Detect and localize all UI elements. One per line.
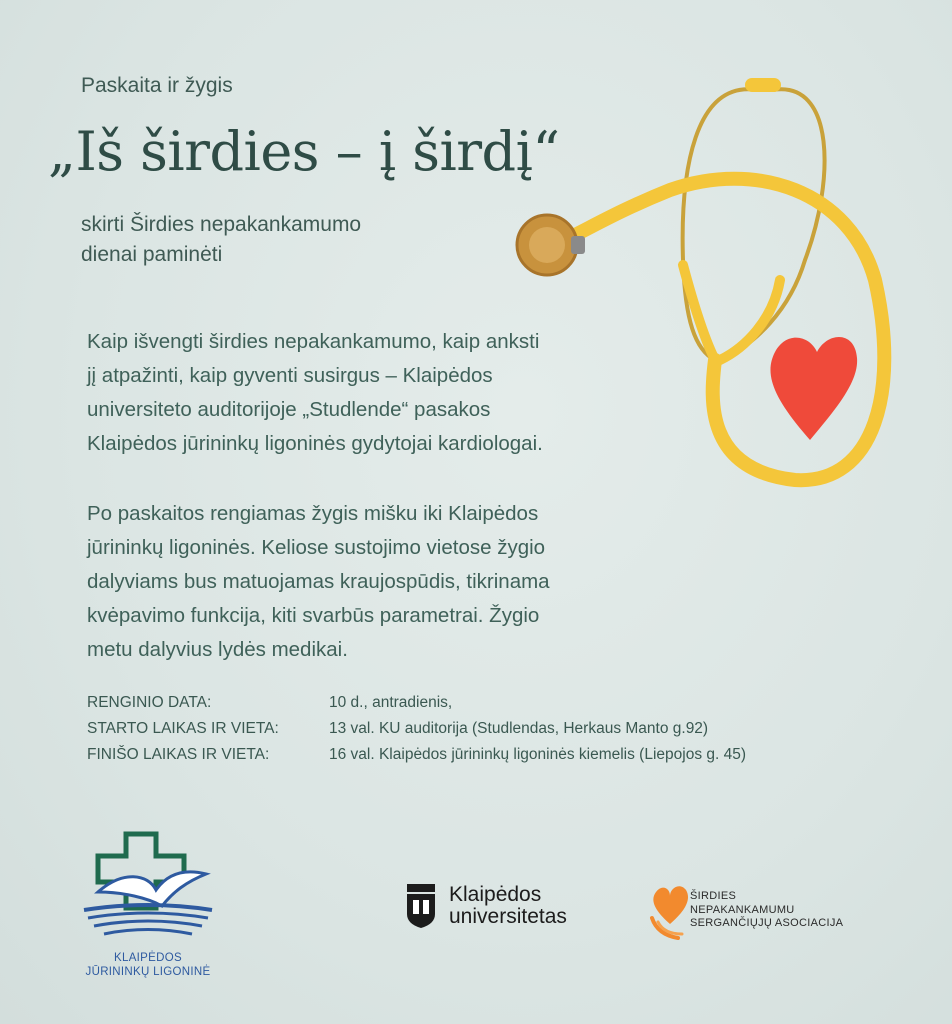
logo-kjl-line: KLAIPĖDOS <box>114 952 182 964</box>
logo-ku-line: universitetas <box>449 905 567 928</box>
heart-hands-icon <box>648 878 692 944</box>
logo-snsa-line: SERGANČIŲJŲ ASOCIACIJA <box>690 917 844 929</box>
cross-bird-logo-icon <box>78 830 218 942</box>
info-row-start <box>87 716 746 742</box>
subtitle-line: skirti Širdies nepakankamumo <box>81 213 362 236</box>
event-title: „Iš širdies – į širdį“ <box>48 120 560 183</box>
text-line: dalyviams bus matuojamas kraujospūdis, tikrinama <box>87 570 550 593</box>
university-crest-icon <box>407 884 435 928</box>
logo-snsa-line: NEPAKANKAMUMU <box>690 903 795 916</box>
text-line: jūrininkų ligoninės. Keliose sustojimo vietose žygio <box>87 536 546 559</box>
info-value: 13 val. KU auditorija (Studlendas, Herkaus Manto g.92) <box>329 720 709 737</box>
text-line: metu dalyvius lydės medikai. <box>87 638 348 661</box>
logo-snsa-text <box>690 890 843 931</box>
subtitle <box>81 210 501 270</box>
logo-klaipedos-universitetas <box>407 884 567 928</box>
text-line: Po paskaitos rengiamas žygis mišku iki Klaipėdos <box>87 502 539 525</box>
text-line: jį atpažinti, kaip gyventi susirgus – Klaipėdos <box>87 364 493 387</box>
subtitle-line: dienai paminėti <box>81 243 223 266</box>
pre-title: Paskaita ir žygis <box>81 74 233 97</box>
logo-ku-text <box>449 884 567 928</box>
hike-description <box>87 497 687 667</box>
logo-sirdies-nepakankamumu-asociacija <box>648 878 898 948</box>
lecture-description <box>87 325 687 461</box>
text-line: Kaip išvengti širdies nepakankamumo, kaip anksti <box>87 330 540 353</box>
info-value: 16 val. Klaipėdos jūrininkų ligoninės kiemelis (Liepojos g. 45) <box>329 746 747 763</box>
info-label: RENGINIO DATA: <box>87 694 212 711</box>
logo-kjl-text <box>78 951 218 979</box>
logo-snsa-line: ŠIRDIES <box>690 890 737 902</box>
logo-kjl-line: JŪRININKŲ LIGONINĖ <box>85 966 211 978</box>
heart-icon <box>770 337 857 440</box>
info-label: STARTO LAIKAS IR VIETA: <box>87 720 279 737</box>
logo-klaipedos-juriniku-ligonine <box>78 830 218 979</box>
info-row-finish <box>87 742 746 768</box>
info-row-date <box>87 690 746 716</box>
event-info <box>87 690 746 768</box>
info-value: 10 d., antradienis, <box>329 694 453 711</box>
text-line: universiteto auditorijoje „Studlende“ pasakos <box>87 398 491 421</box>
logo-ku-line: Klaipėdos <box>449 883 542 906</box>
info-label: FINIŠO LAIKAS IR VIETA: <box>87 746 270 763</box>
text-line: Klaipėdos jūrininkų ligoninės gydytojai kardiologai. <box>87 432 543 455</box>
text-line: kvėpavimo funkcija, kiti svarbūs parametrai. Žygio <box>87 604 540 627</box>
